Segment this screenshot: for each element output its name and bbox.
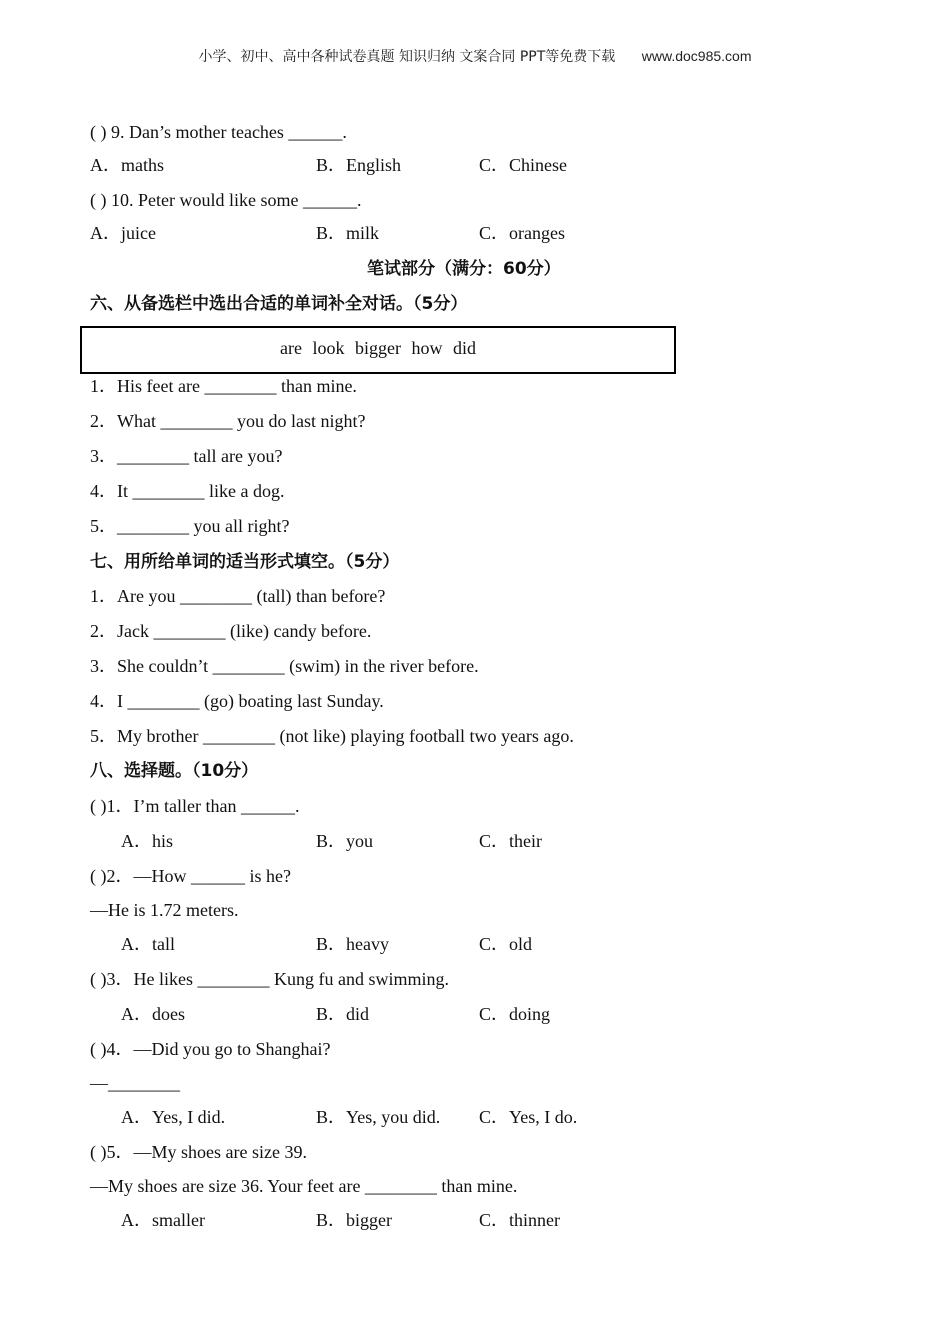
question-stem: ( )1．I’m taller than ______. [90, 796, 300, 816]
header-text: 小学、初中、高中各种试卷真题 知识归纳 文案合同 PPT等免费下载 [198, 49, 616, 65]
option-c: C．old [479, 934, 533, 954]
option-c: C．Yes, I do. [479, 1107, 578, 1127]
header-url: www.doc985.com [641, 48, 752, 64]
option-a: A．juice [90, 223, 156, 243]
page-header [0, 46, 950, 66]
word-bank-box [80, 326, 676, 374]
fill-item: 5．My brother ________ (not like) playing football two years ago. [90, 726, 574, 746]
fill-item: 4．I ________ (go) boating last Sunday. [90, 691, 384, 711]
fill-item: 3．She couldn’t ________ (swim) in the river before. [90, 656, 479, 676]
word-bank: are look bigger how did [280, 338, 476, 358]
option-a: A．Yes, I did. [121, 1107, 226, 1127]
option-a: A．tall [121, 934, 175, 954]
question-stem: ( )5．—My shoes are size 39. [90, 1142, 307, 1162]
fill-item: 2．Jack ________ (like) candy before. [90, 621, 372, 641]
option-b: B．Yes, you did. [316, 1107, 441, 1127]
section-7-title: 七、用所给单词的适当形式填空。（5分） [90, 552, 400, 572]
option-c: C．oranges [479, 223, 565, 243]
option-a: A．his [121, 831, 174, 851]
option-c: C．their [479, 831, 542, 851]
option-b: B．heavy [316, 934, 389, 954]
section-6-title: 六、从备选栏中选出合适的单词补全对话。（5分） [90, 294, 468, 314]
fill-item: 2．What ________ you do last night? [90, 411, 366, 431]
option-b: B．English [316, 155, 402, 175]
written-part-title: 笔试部分（满分：60分） [367, 259, 561, 279]
question-stem: ( )3．He likes ________ Kung fu and swimming. [90, 969, 449, 989]
fill-item: 1．Are you ________ (tall) than before? [90, 586, 386, 606]
dialogue-reply: —My shoes are size 36. Your feet are ________ than mine. [90, 1176, 518, 1196]
question-stem: ( ) 9. Dan’s mother teaches ______. [90, 122, 347, 142]
option-b: B．did [316, 1004, 370, 1024]
option-a: A．maths [90, 155, 164, 175]
option-c: C．Chinese [479, 155, 567, 175]
question-stem: ( )4．—Did you go to Shanghai? [90, 1039, 331, 1059]
option-b: B．you [316, 831, 374, 851]
option-b: B．bigger [316, 1210, 392, 1230]
dialogue-reply: —He is 1.72 meters. [90, 900, 239, 920]
fill-item: 4．It ________ like a dog. [90, 481, 285, 501]
fill-item: 5．________ you all right? [90, 516, 290, 536]
option-a: A．smaller [121, 1210, 205, 1230]
question-stem: ( )2．—How ______ is he? [90, 866, 291, 886]
option-a: A．does [121, 1004, 185, 1024]
fill-item: 1．His feet are ________ than mine. [90, 376, 357, 396]
section-8-title: 八、选择题。（10分） [90, 761, 259, 781]
dialogue-reply: —________ [90, 1073, 180, 1093]
option-c: C．doing [479, 1004, 551, 1024]
fill-item: 3．________ tall are you? [90, 446, 283, 466]
option-b: B．milk [316, 223, 380, 243]
option-c: C．thinner [479, 1210, 560, 1230]
question-stem: ( ) 10. Peter would like some ______. [90, 190, 362, 210]
